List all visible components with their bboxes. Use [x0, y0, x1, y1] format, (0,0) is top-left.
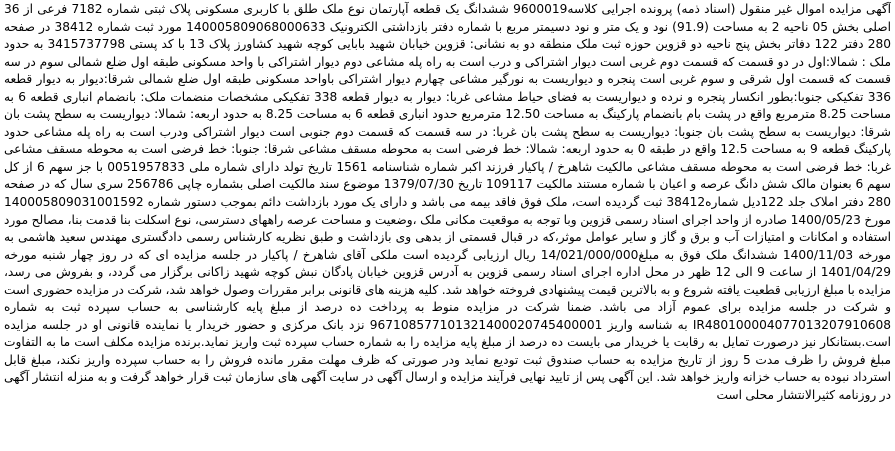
auction-notice-text: آگهی مزایده اموال غیر منقول (اسناد ذمه) پرونده اجرایی کلاسه9600019 ششدانگ یک قطعه آپارتمان نوع ملک طلق با کاربری مسکونی پلاک ثبتی شماره 7182 فرعی از 36 اصلی بخش 05 ناحیه 2 به مساحت (91.9) نود و یک متر و نود دسیمتر مربع با شماره دفتر بازداشتی الکترونیک 140005809068000633 مورد ثبت شماره 38412 در صفحه 280 دفتر 122 دفاتر بخش پنج ناحیه دو قزوین حوزه ثبت ملک منطقه دو به نشانی: قزوین خیابان شهید بابایی کوچه شهید کشاورز پلاک 13 با کد پستی 3415737798 به حدود ملک : شمالا:اول در دو قسمت که قسمت دوم غربی است دیوار اشتراکی و درب است به راه پله مشاعی دوم دیوار اشتراکی با واحد مسکونی طبقه اول ضلع شمالی سوم در سه قسمت که قسمت اول شرقی و سوم غربی است پنجره و دیواریست به نورگیر مشاعی چهارم دیوار اشتراکی باواحد مسکونی طبقه اول ضلع شمالی شرقا:دیوار به دیوار قطعه 336 تفکیکی جنوبا:بطور انکسار پنجره و نرده و دیواریست به فضای حیاط مشاعی غربا: دیوار به دیوار قطعه 338 تفکیکی مشخصات منضمات ملک: بانضمام انباری قطعه 6 به مساحت 8.25 مترمربع واقع در پشت بام بانضمام پارکینگ به مساحت 12.50 مترمربع حدود انباری قطعه 6 به مساحت 8.25 به حدود اربعه: شمالا: دیواریست به سطح پشت بان شرقا: دیواریست به سطح پشت بان جنوبا: دیواریست به سطح پشت بان غربا: در سه قسمت که قسمت دوم جنوبی است دیوار اشتراکی ودرب است به راه پله مشاعی حدود پارکینگ قطعه 9 به مساحت 12.5 واقع در طبقه 0 به حدود اربعه: شمالا: خط فرضی است به محوطه مسقف مشاعی شرقا: جنوبا: خط فرضی است به محوطه مسقف مشاعی غربا: خط فرضی است به محوطه مسقف مشاعی مالکیت شاهرخ / پاکیار فرزند اکبر شماره شناسنامه 1561 تاریخ تولد دارای شماره ملی 0051957833 با جز سهم 6 از کل سهم 6 بعنوان مالک شش دانگ عرصه و اعیان با شماره مستند مالکیت 109117 تاریخ 1379/07/30 موضوع سند مالکیت اصلی بشماره چاپی 256786 سری سال که در صفحه 280 دفتر املاک جلد 122دیل شماره38412 ثبت گردیده است، ملک فوق فاقد بیمه می باشد و دارای یک مورد بازداشت دائم بموجب دستور شماره 140005809031001592 مورخ 1400/05/23 صادره از واحد اجرای اسناد رسمی قزوین وبا توجه به موقعیت مکانی ملک ،وضعیت و مساحت عرصه راههای دسترسی، نوع اسکلت بنا قدمت بنا، مصالح مورد استفاده و امکانات و امتیازات آب و برق و گاز و سایر عوامل موثر،که در قبال قسمتی از بدهی وی بازداشت و طبق نظریه کارشناس رسمی دادگستری مهندس سعید هاشمی به مورخه 1400/11/03 ششدانگ ملک فوق به مبلغ14/021/000/000 ریال ارزیابی گردیده است ملکی آقای شاهرخ / پاکیار در جلسه مزایده ای که در روز چهار شنبه مورخه 1401/04/29 از ساعت 9 الی 12 ظهر در محل اداره اجرای اسناد رسمی قزوین به آدرس قزوین خیابان پادگان نبش کوچه شهید زاکانی برگزار می گردد، و بفروش می رسد، مزایده با مبلغ ارزیابی قطعیت یافته شروع و به بالاترین قیمت پیشنهادی فروخته خواهد شد. کلیه هزینه های قانونی برابر مقررات وصول خواهد شد، شرکت در مزایده حضوری است و شرکت در جلسه مزایده برای عموم آزاد می باشد. ضمنا شرکت در مزایده منوط به پرداخت ده درصد از مبلغ پایه کارشناسی به حساب سپرده ثبت به شماره IR480100004077013207910608 به شناسه واریز 967108577101321400020745400001 نزد بانک مرکزی و حضور خریدار یا نماینده قانونی او در جلسه مزایده است.بستانکار نیز درصورت تمایل به رقابت یا خریدار می بایست ده درصد از مبلغ پایه مزایده را به شماره حساب سپرده ثبت واریز نماید.برنده مزایده مکلف است ما به التفاوت مبلغ فروش را ظرف مدت 5 روز از تاریخ مزایده به حساب صندوق ثبت تودیع نماید ودر صورتی که ظرف مهلت مقرر مانده فروش را به حساب سپرده واریز نکند، مبلغ قابل استرداد نبوده به حساب خزانه واریز خواهد شد. این آگهی پس از تایید نهایی فرآیند مزایده و ارسال آگهی در سایت آگهی های سازمان ثبت قرار خواهد گرفت و به منزله انتشار آگهی در روزنامه کثیرالانتشار محلی است — [4, 2, 891, 403]
auction-notice — [4, 1, 891, 450]
